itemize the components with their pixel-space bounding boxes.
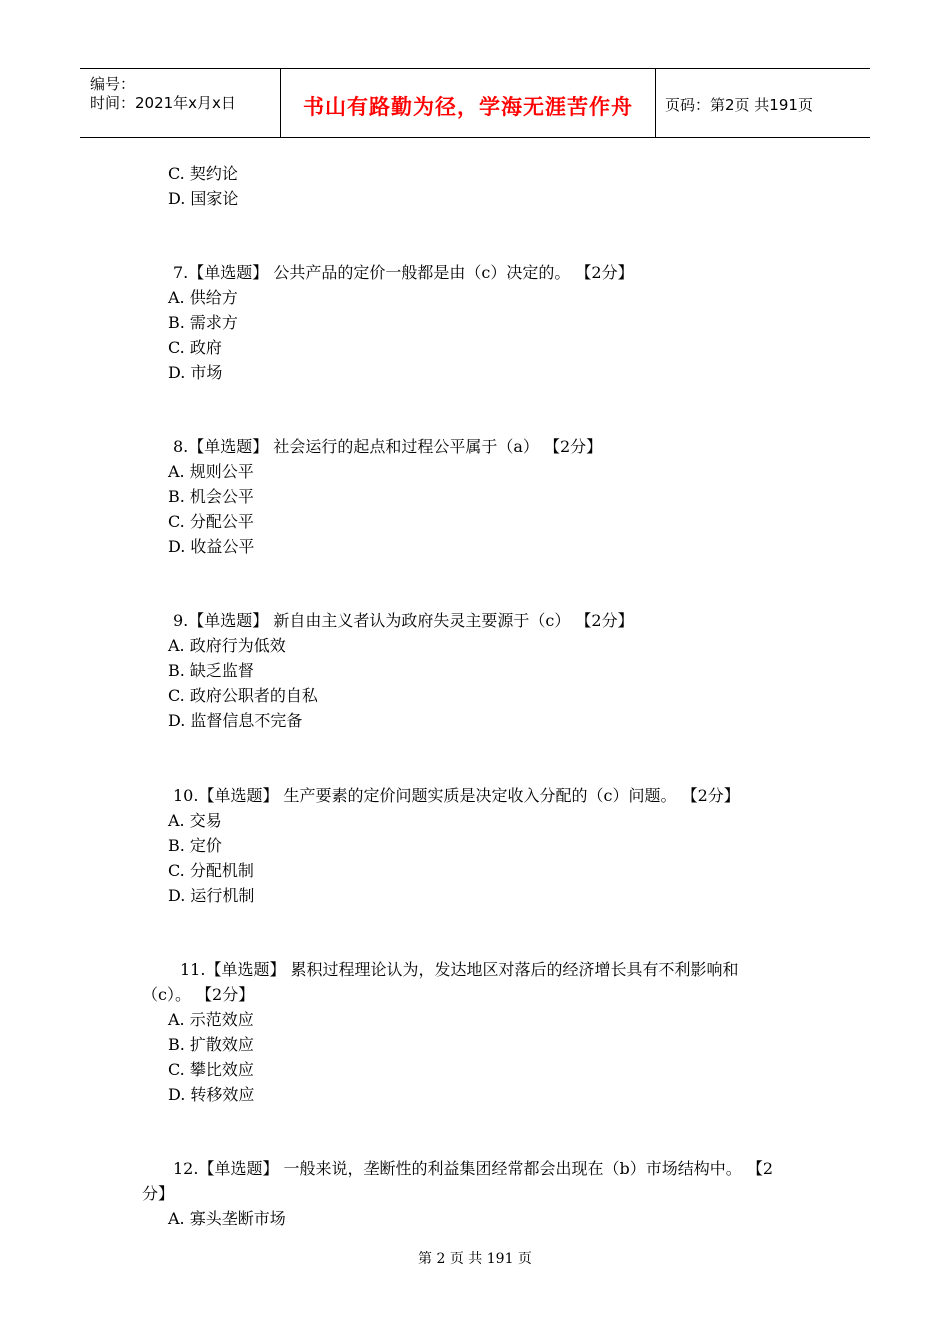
option-d: D. 运行机制 (168, 886, 255, 905)
number-label: 编号： (90, 75, 136, 93)
question-title: 8.【单选题】 社会运行的起点和过程公平属于（a） 【2分】 (173, 437, 603, 456)
option-b: B. 缺乏监督 (168, 661, 254, 680)
option-a: A. 寡头垄断市场 (168, 1209, 286, 1228)
page-info: 页码：第2页 共191页 (665, 96, 813, 114)
option-d: D. 国家论 (168, 189, 239, 208)
page-footer: 第 2 页 共 191 页 (418, 1251, 532, 1267)
page-header (80, 68, 870, 138)
option-d: D. 收益公平 (168, 537, 255, 556)
question-title-continued: （c）。 【2分】 (142, 985, 255, 1004)
option-a: A. 示范效应 (168, 1010, 254, 1029)
header-slogan-cell (280, 69, 656, 137)
option-d: D. 转移效应 (168, 1085, 255, 1104)
question-title-continued: 分】 (142, 1184, 175, 1203)
question-title: 12.【单选题】 一般来说，垄断性的利益集团经常都会出现在（b）市场结构中。 【2 (173, 1159, 774, 1178)
question-title: 11.【单选题】 累积过程理论认为，发达地区对落后的经济增长具有不利影响和 (180, 960, 739, 979)
option-c: C. 分配机制 (168, 861, 254, 880)
header-page-cell (655, 69, 870, 137)
option-c: C. 契约论 (168, 164, 238, 183)
option-c: C. 攀比效应 (168, 1060, 254, 1079)
header-meta (80, 69, 280, 137)
option-b: B. 机会公平 (168, 487, 254, 506)
question-title: 10.【单选题】 生产要素的定价问题实质是决定收入分配的（c）问题。 【2分】 (173, 786, 740, 805)
option-c: C. 政府 (168, 338, 222, 357)
option-c: C. 政府公职者的自私 (168, 686, 318, 705)
time-label: 时间：2021年x月x日 (90, 94, 236, 112)
slogan: 书山有路勤为径，学海无涯苦作舟 (303, 95, 633, 119)
option-b: B. 需求方 (168, 313, 238, 332)
question-title: 7.【单选题】 公共产品的定价一般都是由（c）决定的。 【2分】 (173, 263, 634, 282)
option-a: A. 供给方 (168, 288, 238, 307)
option-c: C. 分配公平 (168, 512, 254, 531)
option-d: D. 监督信息不完备 (168, 711, 303, 730)
option-b: B. 扩散效应 (168, 1035, 254, 1054)
option-a: A. 交易 (168, 811, 222, 830)
option-b: B. 定价 (168, 836, 222, 855)
option-a: A. 政府行为低效 (168, 636, 286, 655)
option-a: A. 规则公平 (168, 462, 254, 481)
question-title: 9.【单选题】 新自由主义者认为政府失灵主要源于（c） 【2分】 (173, 611, 634, 630)
option-d: D. 市场 (168, 363, 223, 382)
